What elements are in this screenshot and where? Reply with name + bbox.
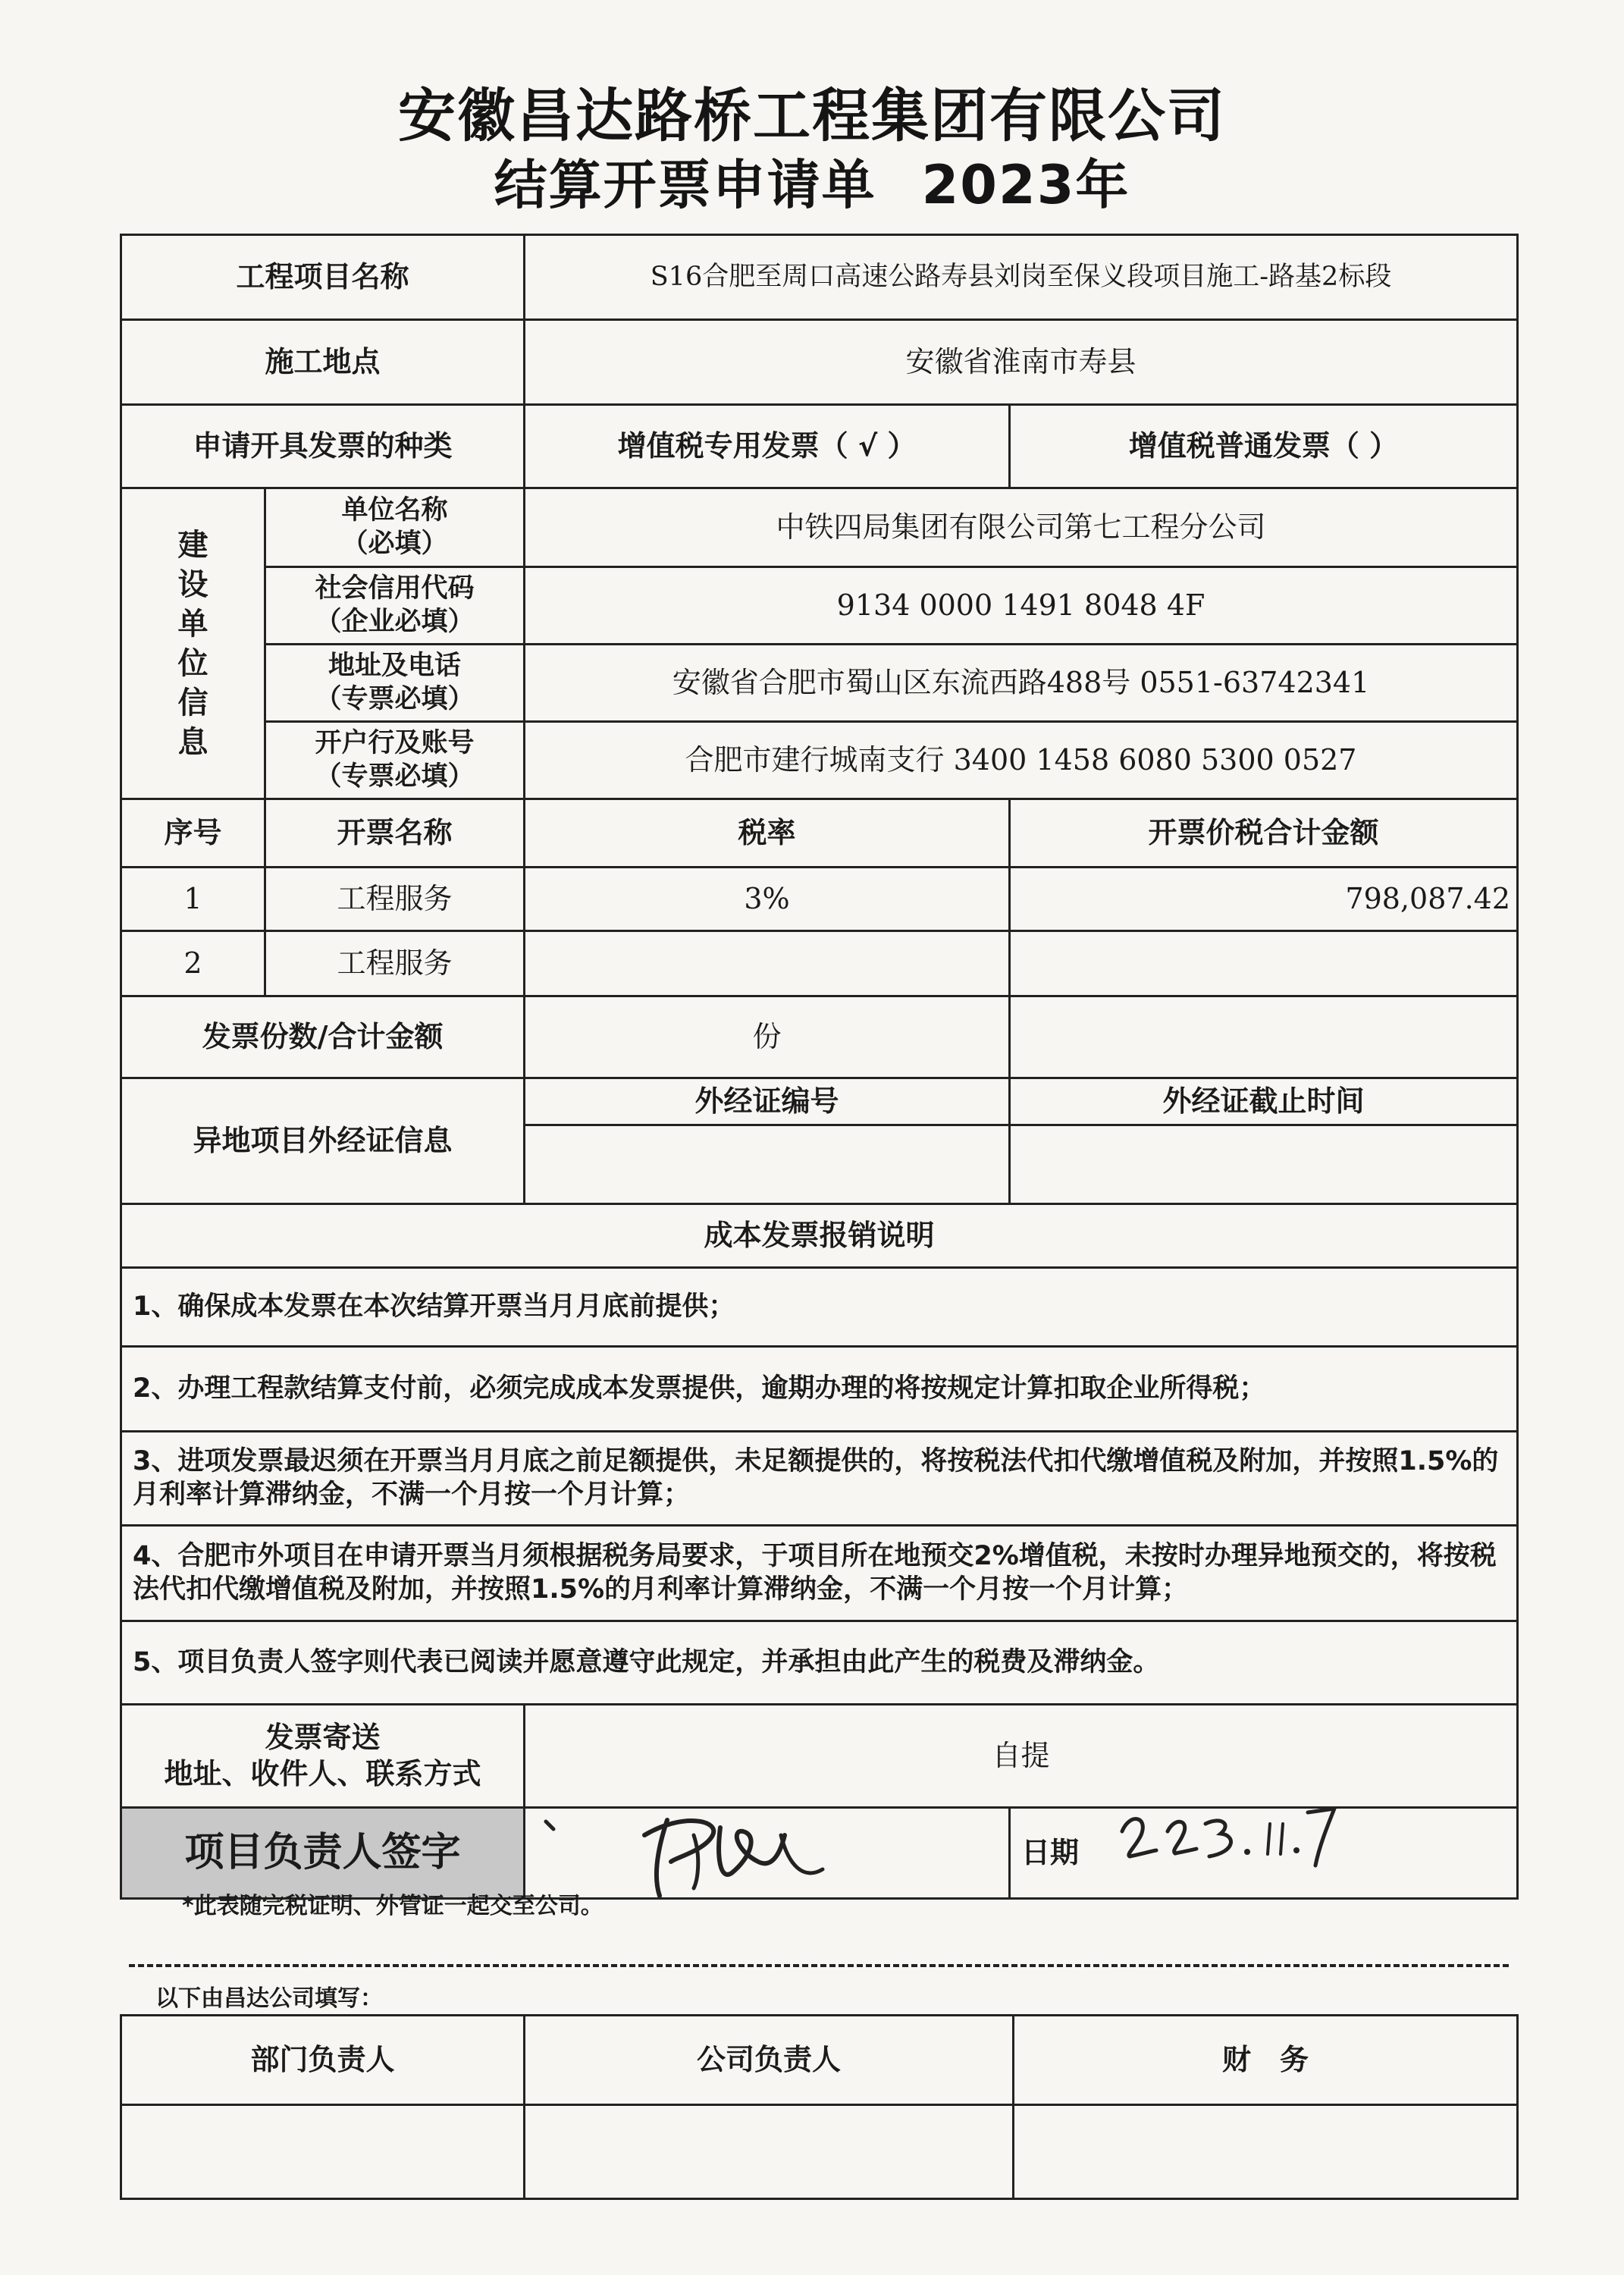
date-label: 日期	[1021, 1835, 1080, 1869]
reimbursement-item-4: 4、合肥市外项目在申请开票当月须根据税务局要求，于项目所在地预交2%增值税，未按时办理异地预交的，将按税法代扣代缴增值税及附加，并按照1.5%的月利率计算滞纳金，不满一个月按一个月计算；	[121, 1526, 1518, 1621]
client-group-char: 建	[177, 527, 208, 563]
form-year: 2023年	[921, 154, 1130, 216]
internal-sign-row	[121, 2105, 1518, 2199]
item-name: 工程服务	[265, 931, 525, 996]
form-title	[0, 143, 1624, 219]
delivery-label	[121, 1705, 525, 1808]
client-group-char: 信	[177, 685, 208, 720]
client-group-char: 位	[177, 645, 208, 681]
items-header-row	[121, 799, 1518, 868]
dept-head-sign	[121, 2105, 525, 2199]
finance-label: 财 务	[1014, 2016, 1518, 2105]
signature-label: 项目负责人签字	[121, 1808, 525, 1899]
client-name-label	[265, 488, 525, 567]
reimbursement-item-5: 5、项目负责人签字则代表已阅读并愿意遵守此规定，并承担由此产生的税费及滞纳金。	[121, 1621, 1518, 1705]
table-row	[121, 931, 1518, 996]
reimbursement-item-row	[121, 1347, 1518, 1432]
client-row-1	[121, 488, 1518, 567]
delivery-value: 自提	[525, 1705, 1518, 1808]
item-amount	[1010, 931, 1518, 996]
client-address-label-2: （专票必填）	[315, 683, 475, 714]
certificate-header-row	[121, 1078, 1518, 1125]
totals-label: 发票份数/合计金额	[121, 996, 525, 1078]
client-address-label	[265, 645, 525, 722]
location-row	[121, 320, 1518, 405]
company-title: 安徽昌达路桥工程集团有限公司	[398, 82, 1226, 149]
item-seq: 1	[121, 868, 265, 931]
client-name-value: 中铁四局集团有限公司第七工程分公司	[525, 488, 1518, 567]
reimbursement-item-3: 3、进项发票最迟须在开票当月月底之前足额提供，未足额提供的，将按税法代扣代缴增值税及附加，并按照1.5%的月利率计算滞纳金，不满一个月按一个月计算；	[121, 1432, 1518, 1526]
project-name-row	[121, 235, 1518, 320]
client-bank-label	[265, 722, 525, 799]
delivery-label-1: 发票寄送	[265, 1721, 381, 1754]
certificate-number-label: 外经证编号	[525, 1078, 1010, 1125]
client-credit-label-1: 社会信用代码	[315, 573, 475, 604]
item-rate	[525, 931, 1010, 996]
invoice-type-special: 增值税专用发票（ √ ）	[525, 405, 1010, 488]
client-credit-label-2: （企业必填）	[315, 606, 475, 637]
client-group-char: 设	[177, 566, 208, 602]
totals-row	[121, 996, 1518, 1078]
reimbursement-item-2: 2、办理工程款结算支付前，必须完成成本发票提供，逾期办理的将按规定计算扣取企业所得税；	[121, 1347, 1518, 1432]
certificate-expiry-value	[1010, 1125, 1518, 1204]
client-group-char: 单	[177, 606, 208, 642]
items-header-name: 开票名称	[265, 799, 525, 868]
dashed-divider	[129, 1964, 1509, 1967]
footnote: *此表随完税证明、外管证一起交至公司。	[182, 1893, 604, 1919]
item-amount: 798,087.42	[1010, 868, 1518, 931]
location-label: 施工地点	[121, 320, 525, 405]
reimbursement-item-row	[121, 1432, 1518, 1526]
client-name-label-1: 单位名称	[341, 494, 448, 526]
reimbursement-item-row	[121, 1268, 1518, 1347]
client-address-value: 安徽省合肥市蜀山区东流西路488号 0551-63742341	[525, 645, 1518, 722]
internal-header-row	[121, 2016, 1518, 2105]
company-head-sign	[525, 2105, 1014, 2199]
items-header-seq: 序号	[121, 799, 265, 868]
client-credit-label	[265, 567, 525, 645]
reimbursement-item-row	[121, 1621, 1518, 1705]
client-credit-value: 9134 0000 1491 8048 4F	[525, 567, 1518, 645]
project-name-value: S16合肥至周口高速公路寿县刘岗至保义段项目施工-路基2标段	[525, 235, 1518, 320]
items-header-amount: 开票价税合计金额	[1010, 799, 1518, 868]
finance-sign	[1014, 2105, 1518, 2199]
table-row	[121, 868, 1518, 931]
invoice-type-label: 申请开具发票的种类	[121, 405, 525, 488]
reimbursement-item-row	[121, 1526, 1518, 1621]
client-bank-label-2: （专票必填）	[315, 761, 475, 792]
certificate-expiry-label: 外经证截止时间	[1010, 1078, 1518, 1125]
client-group-char: 息	[177, 724, 208, 760]
dept-head-label: 部门负责人	[121, 2016, 525, 2105]
client-address-label-1: 地址及电话	[328, 650, 462, 681]
client-bank-value: 合肥市建行城南支行 3400 1458 6080 5300 0527	[525, 722, 1518, 799]
client-row-3	[121, 645, 1518, 722]
invoice-type-row	[121, 405, 1518, 488]
item-seq: 2	[121, 931, 265, 996]
client-group-label	[121, 488, 265, 799]
certificate-number-value	[525, 1125, 1010, 1204]
client-bank-label-1: 开户行及账号	[315, 727, 475, 758]
reimbursement-item-1: 1、确保成本发票在本次结算开票当月月底前提供；	[121, 1268, 1518, 1347]
client-name-label-2: （必填）	[341, 528, 448, 559]
totals-copies-unit: 份	[525, 996, 1010, 1078]
item-rate: 3%	[525, 868, 1010, 931]
form-title-text: 结算开票申请单	[494, 154, 876, 216]
reimbursement-title-row	[121, 1204, 1518, 1268]
certificate-label: 异地项目外经证信息	[121, 1078, 525, 1204]
internal-approval-table	[120, 2014, 1519, 2200]
client-row-2	[121, 567, 1518, 645]
main-form-table	[120, 234, 1519, 1900]
location-value: 安徽省淮南市寿县	[525, 320, 1518, 405]
handwritten-date	[1107, 1790, 1357, 1873]
client-row-4	[121, 722, 1518, 799]
item-name: 工程服务	[265, 868, 525, 931]
totals-amount	[1010, 996, 1518, 1078]
reimbursement-title: 成本发票报销说明	[121, 1204, 1518, 1268]
company-head-label: 公司负责人	[525, 2016, 1014, 2105]
delivery-label-2: 地址、收件人、联系方式	[164, 1756, 481, 1790]
invoice-type-ordinary: 增值税普通发票（ ）	[1010, 405, 1518, 488]
project-name-label: 工程项目名称	[121, 235, 525, 320]
items-header-rate: 税率	[525, 799, 1010, 868]
internal-caption: 以下由昌达公司填写：	[155, 1985, 383, 2012]
